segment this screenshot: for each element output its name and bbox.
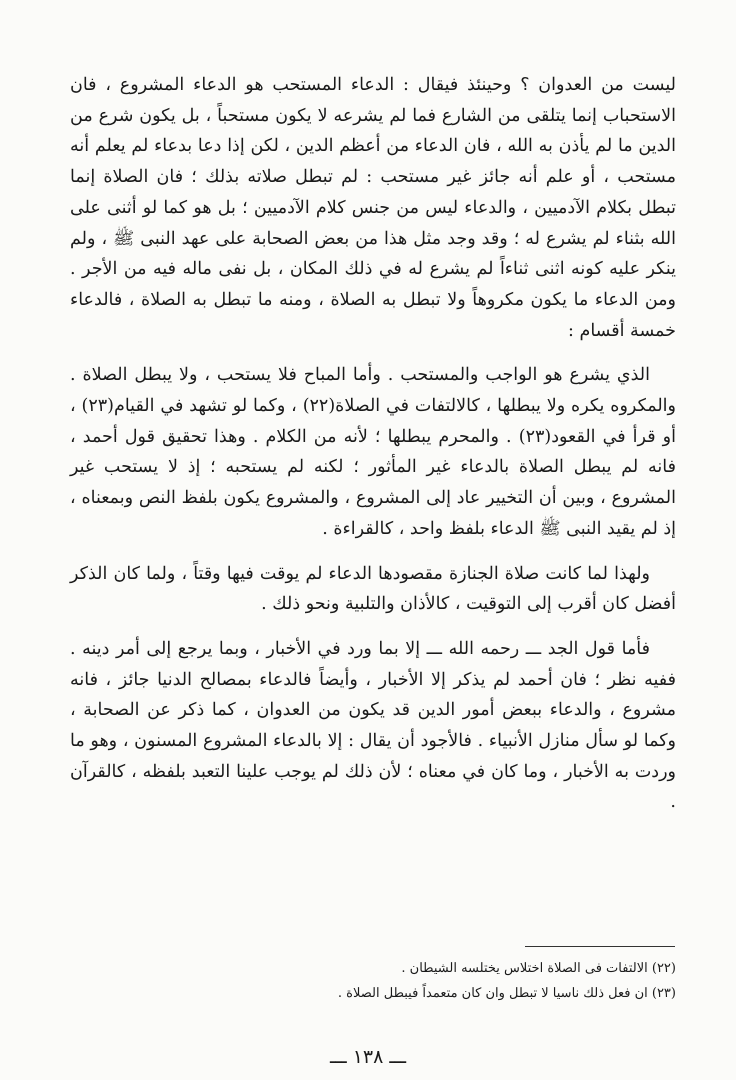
paragraph-4: فأما قول الجد ـــ رحمه الله ـــ إلا بما ورد في الأخبار ، وبما يرجع إلى أمر دينه . ففيه نظر ؛ فان أحمد لم يذكر إلا الأخبار ، وأيضاً فالدعاء بمصالح الدنيا جائز ، فانه مشروع ، والدعاء ببعض أمور الدين قد يكون من العدوان ، كما ذكر عن الصحابة ، وكما لو سأل منازل الأنبياء . فالأجود أن يقال : إلا بالدعاء المشروع المسنون ، وهو ما وردت به الأخبار ، وما كان في معناه ؛ لأن ذلك لم يوجب علينا التعبد بلفظه ، كالقرآن . <box>70 638 676 813</box>
main-text <box>70 70 676 832</box>
page-number: ـــ ١٣٨ ـــ <box>329 1046 407 1068</box>
footnote-23: (٢٣) ان فعل ذلك ناسيا لا تبطل وان كان متعمداً فيبطل الصلاة . <box>337 986 676 1001</box>
paragraph-1: ليست من العدوان ؟ وحينئذ فيقال : الدعاء المستحب هو الدعاء المشروع ، فان الاستحباب إنما يتلقى من الشارع فما لم يشرعه لا يكون مستحباً ، بل يكون شرع من الدين ما لم يأذن به الله ، فان الدعاء من أعظم الدين ، لكن إذا دعا بدعاء لم يعلم أنه مستحب ، أو علم أنه جائز غير مستحب : لم تبطل صلاته بذلك ؛ فان الصلاة إنما تبطل بكلام الآدميين ، والدعاء ليس من جنس كلام الآدميين ؛ بل هو كما لو أثنى على الله بثناء لم يشرع له ؛ وقد وجد مثل هذا من بعض الصحابة على عهد النبى ﷺ ، ولم ينكر عليه كونه اثنى ثناءاً لم يشرع له في ذلك المكان ، بل نفى ماله فيه من الأجر . ومن الدعاء ما يكون مكروهاً ولا تبطل به الصلاة ، ومنه ما تبطل به الصلاة ، فالدعاء خمسة أقسام : <box>70 75 676 341</box>
footnote-divider <box>525 946 675 947</box>
paragraph-2: الذي يشرع هو الواجب والمستحب . وأما المباح فلا يستحب ، ولا يبطل الصلاة . والمكروه يكره ولا يبطلها ، كالالتفات في الصلاة(٢٢) ، وكما لو تشهد في القيام(٢٣) ، أو قرأ في القعود(٢٣) . والمحرم يبطلها ؛ لأنه من الكلام . وهذا تحقيق قول أحمد ، فانه لم يبطل الصلاة بالدعاء غير المأثور ؛ لكنه لم يستحبه ؛ إذ لا يستحب غير المشروع ، وبين أن التخيير عاد إلى المشروع ، والمشروع يكون بلفظ النص وبمعناه ، إذ لم يقيد النبى ﷺ الدعاء بلفظ واحد ، كالقراءة . <box>70 365 676 539</box>
footnote-22: (٢٢) الالتفات فى الصلاة اختلاس يختلسه الشيطان . <box>401 961 676 976</box>
paragraph-3: ولهذا لما كانت صلاة الجنازة مقصودها الدعاء لم يوقت فيها وقتاً ، ولما كان الذكر أفضل كان أقرب إلى التوقيت ، كالأذان والتلبية ونحو ذلك . <box>70 563 676 615</box>
footnotes <box>70 956 676 1006</box>
